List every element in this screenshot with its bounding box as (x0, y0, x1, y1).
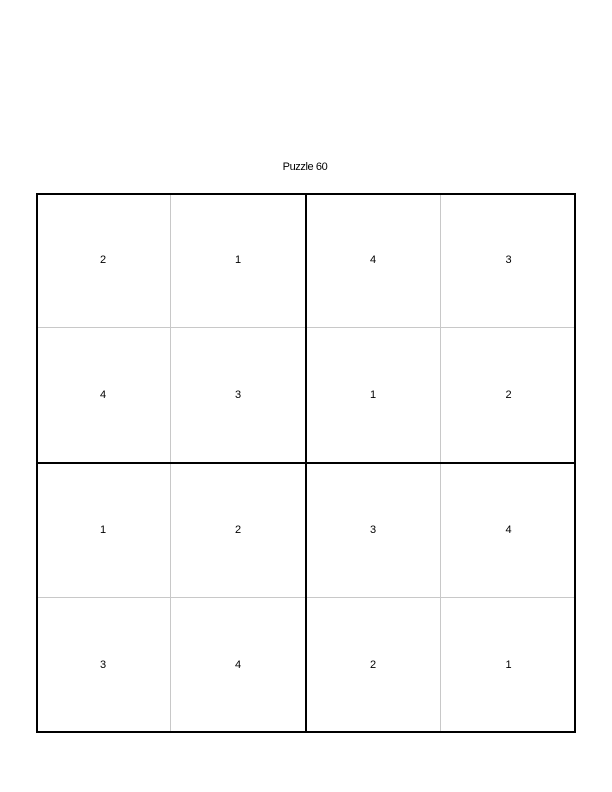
cell-r2-c4[interactable]: 2 (441, 328, 576, 463)
puzzle-title: Puzzle 60 (282, 161, 328, 173)
cell-r2-c3[interactable]: 1 (306, 328, 441, 463)
cell-r1-c4[interactable]: 3 (441, 193, 576, 328)
cell-r3-c1[interactable]: 1 (36, 463, 171, 598)
cell-r4-c1[interactable]: 3 (36, 598, 171, 733)
cell-r2-c2[interactable]: 3 (171, 328, 306, 463)
cell-r1-c2[interactable]: 1 (171, 193, 306, 328)
cell-r1-c1[interactable]: 2 (36, 193, 171, 328)
cell-r4-c4[interactable]: 1 (505, 659, 512, 671)
cell-r4-c3[interactable]: 2 (306, 598, 441, 733)
cell-r2-c1[interactable]: 4 (36, 328, 171, 463)
cell-r1-c3[interactable]: 4 (306, 193, 441, 328)
cell-r3-c3[interactable]: 3 (306, 463, 441, 598)
cell-r3-c2[interactable]: 2 (171, 463, 306, 598)
box-divider-horizontal (36, 462, 576, 464)
cell-r4-c2[interactable]: 4 (171, 598, 306, 733)
cell-r3-c4[interactable]: 4 (441, 463, 576, 598)
